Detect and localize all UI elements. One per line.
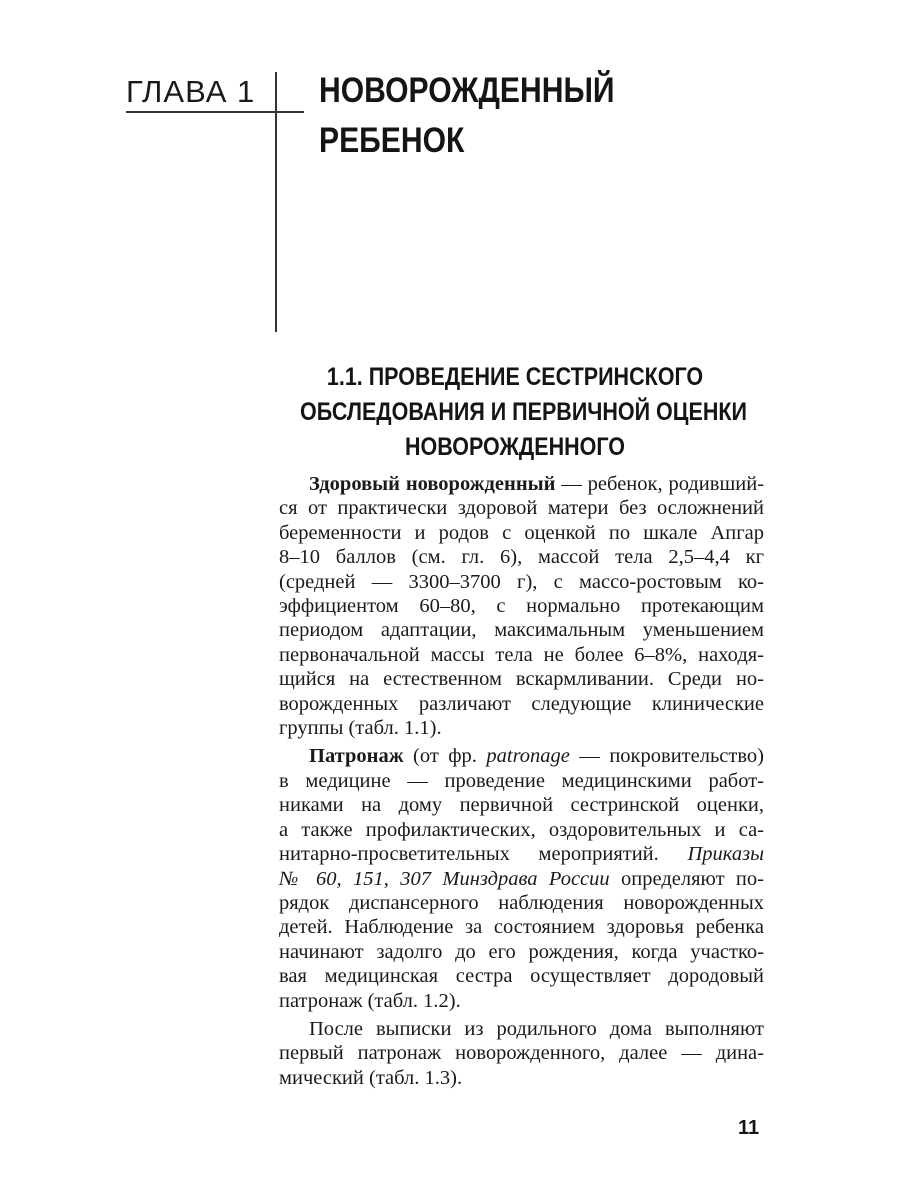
- text-run: первый патронаж новорожденного, далее — дина-: [279, 1042, 764, 1065]
- text-run: в медицине — проведение медицинскими работ-: [279, 769, 764, 792]
- text-line: [279, 891, 764, 915]
- text-run: определяют по-: [609, 867, 764, 890]
- body-text: [279, 472, 764, 1090]
- text-line: [279, 793, 764, 817]
- text-line: [279, 1017, 764, 1041]
- text-run: эффициентом 60–80, с нормально протекающим: [279, 595, 764, 618]
- text-line: [279, 915, 764, 939]
- text-run: мический (табл. 1.3).: [279, 1066, 463, 1089]
- chapter-divider-horizontal: [126, 111, 304, 113]
- text-run: щийся на естественном вскармливании. Среди но-: [279, 668, 764, 691]
- text-line: [279, 521, 764, 545]
- text-line: [279, 769, 764, 793]
- text-line: [279, 643, 764, 667]
- text-run: первоначальной массы тела не более 6–8%, находя-: [279, 643, 764, 666]
- chapter-title-line: РЕБЕНОК: [319, 121, 465, 160]
- text-run: а также профилактических, оздоровительных и са-: [279, 818, 764, 841]
- chapter-title-line: НОВОРОЖДЕННЫЙ: [319, 71, 615, 110]
- chapter-title: [319, 66, 715, 166]
- text-line: [279, 594, 764, 618]
- text-line: [279, 570, 764, 594]
- text-run: никами на дому первичной сестринской оценки,: [279, 794, 764, 817]
- text-line: [279, 1066, 764, 1090]
- italic-text: № 60, 151, 307 Минздрава России: [279, 867, 610, 890]
- text-run: группы (табл. 1.1).: [279, 717, 442, 740]
- text-run: детей. Наблюдение за состоянием здоровья ребенка: [279, 916, 764, 939]
- text-line: [279, 496, 764, 520]
- text-run: После выписки из родильного дома выполняют: [309, 1017, 764, 1040]
- text-line: [279, 472, 764, 496]
- text-run: ворожденных различают следующие клинические: [279, 692, 764, 715]
- text-run: периодом адаптации, максимальным уменьшением: [279, 619, 764, 642]
- italic-text: Приказы: [687, 843, 764, 866]
- text-line: [279, 818, 764, 842]
- text-line: [279, 692, 764, 716]
- text-run: ся от практически здоровой матери без осложнений: [279, 497, 764, 520]
- text-run: начинают задолго до его рождения, когда участко-: [279, 940, 764, 963]
- text-line: [279, 744, 764, 768]
- text-run: (средней — 3300–3700 г), с массо-ростовым ко-: [279, 570, 764, 593]
- text-run: нитарно-просветительных мероприятий.: [279, 843, 688, 866]
- paragraph: [279, 744, 764, 1012]
- text-run: патронаж (табл. 1.2).: [279, 989, 461, 1012]
- text-run: беременности и родов с оценкой по шкале Апгар: [279, 521, 764, 544]
- text-run: — покровительство): [569, 745, 764, 768]
- section-heading: [265, 360, 765, 465]
- section-heading-line: НОВОРОЖДЕННОГО: [405, 433, 625, 461]
- text-line: [279, 667, 764, 691]
- bold-term: Здоровый новорожденный: [309, 473, 556, 495]
- text-run: вая медицинская сестра осуществляет дородовый: [279, 965, 764, 988]
- paragraph: [279, 1017, 764, 1090]
- text-run: — ребенок, родивший-: [555, 473, 764, 495]
- section-heading-line: ОБСЛЕДОВАНИЯ И ПЕРВИЧНОЙ ОЦЕНКИ: [300, 398, 747, 426]
- text-line: [279, 867, 764, 891]
- text-line: [279, 618, 764, 642]
- text-line: [279, 1041, 764, 1065]
- chapter-label: ГЛАВА 1: [126, 74, 256, 109]
- text-run: рядок диспансерного наблюдения новорожденных: [279, 891, 764, 914]
- text-run: (от фр.: [403, 745, 487, 768]
- paragraph: [279, 472, 764, 740]
- bold-term: Патронаж: [309, 745, 404, 768]
- text-line: [279, 545, 764, 569]
- text-line: [279, 964, 764, 988]
- text-line: [279, 716, 764, 740]
- page-number: 11: [738, 1117, 760, 1139]
- italic-text: patronage: [486, 745, 570, 768]
- chapter-divider-vertical: [275, 72, 277, 332]
- section-heading-line: 1.1. ПРОВЕДЕНИЕ СЕСТРИНСКОГО: [326, 363, 704, 391]
- text-run: 8–10 баллов (см. гл. 6), массой тела 2,5–4,4 кг: [279, 546, 764, 569]
- text-line: [279, 940, 764, 964]
- text-line: [279, 842, 764, 866]
- text-line: [279, 989, 764, 1013]
